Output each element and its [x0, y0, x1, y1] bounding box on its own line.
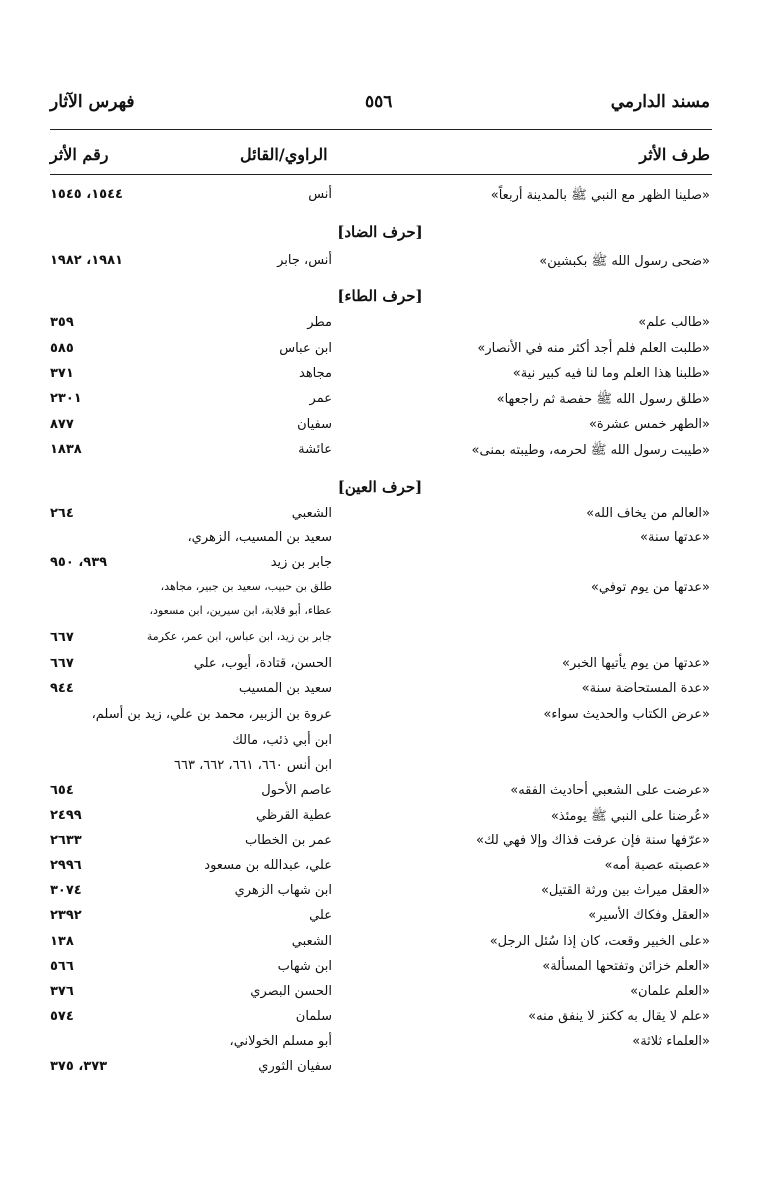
athar-text: «طلبنا هذا العلم وما لنا فيه كبير نية» — [512, 366, 710, 381]
narrator: علي، عبدالله بن مسعود — [204, 858, 332, 873]
section-heading: [حرف العين] — [337, 478, 423, 496]
athar-text: «العقل وفكاك الأسير» — [588, 908, 710, 923]
column-header-number: رقم الأثر — [50, 145, 109, 164]
narrator: الشعبي — [291, 934, 332, 949]
athar-text: «علم لا يقال به ككنز لا ينفق منه» — [528, 1009, 710, 1024]
athar-number: ٩٤٤ — [50, 681, 74, 696]
athar-text: «العلم علمان» — [630, 984, 710, 999]
athar-text: «العلماء ثلاثة» — [632, 1034, 710, 1049]
narrator: عمر بن الخطاب — [244, 833, 332, 848]
athar-text: «طيبت رسول الله ﷺ لحرمه، وطيبته بمنى» — [471, 443, 710, 458]
narrator: سفيان — [297, 417, 332, 432]
narrator: عطية القرظي — [256, 808, 332, 823]
athar-number: ٩٣٩، ٩٥٠ — [50, 555, 108, 570]
athar-text: «العقل ميراث بين ورثة القتيل» — [540, 883, 710, 898]
narrator: مجاهد — [299, 366, 332, 381]
athar-text: «عصبته عصبة أمه» — [604, 858, 710, 873]
athar-number: ٦٦٧ — [50, 630, 74, 645]
athar-number: ٣٠٧٤ — [50, 883, 82, 898]
athar-text: «الطهر خمس عشرة» — [588, 417, 710, 432]
narrator: طلق بن حبيب، سعيد بن جبير، مجاهد، — [160, 580, 332, 593]
athar-number: ٢٩٩٦ — [50, 858, 82, 873]
athar-text: «ضحى رسول الله ﷺ بكبشين» — [539, 254, 710, 269]
narrator: سعيد بن المسيب — [238, 681, 332, 696]
narrator: الحسن البصري — [250, 984, 332, 999]
section-heading: [حرف الضاد] — [337, 223, 423, 241]
athar-number: ١٥٤٤، ١٥٤٥ — [50, 187, 123, 202]
book-title: مسند الدارمي — [610, 92, 710, 112]
athar-text: «عدتها من يوم يأتيها الخبر» — [562, 656, 710, 671]
narrator: مطر — [307, 315, 332, 330]
athar-number: ٣٧٣، ٣٧٥ — [50, 1059, 108, 1074]
athar-number: ٣٧١ — [50, 366, 74, 381]
athar-text: «العلم خزائن وتفتحها المسألة» — [542, 959, 710, 974]
athar-number: ٢٣٩٢ — [50, 908, 82, 923]
narrator: أنس، جابر — [277, 253, 332, 268]
narrator: ابن أبي ذئب، مالك — [232, 733, 332, 748]
athar-text: «عدتها من يوم توفي» — [590, 580, 710, 595]
narrator: أبو مسلم الخولاني، — [229, 1034, 332, 1049]
narrator: عائشة — [298, 442, 332, 457]
athar-number: ٥٦٦ — [50, 959, 74, 974]
athar-text: «طلق رسول الله ﷺ حفصة ثم راجعها» — [496, 392, 710, 407]
narrator: جابر بن زيد، ابن عباس، ابن عمر، عكرمة — [146, 630, 332, 643]
page-number: ٥٥٦ — [365, 92, 393, 112]
index-title: فهرس الآثار — [50, 92, 135, 112]
athar-number: ٢٦٣٣ — [50, 833, 82, 848]
top-rule — [50, 129, 712, 130]
athar-number: ٣٥٩ — [50, 315, 74, 330]
narrator: جابر بن زيد — [270, 555, 332, 570]
narrator: الشعبي — [291, 506, 332, 521]
narrator: ابن أنس ٦٦٠، ٦٦١، ٦٦٢، ٦٦٣ — [174, 758, 332, 773]
narrator: أنس — [308, 187, 332, 202]
athar-number: ٢٤٩٩ — [50, 808, 82, 823]
athar-number: ٢٦٤ — [50, 506, 74, 521]
narrator: سعيد بن المسيب، الزهري، — [187, 530, 332, 545]
narrator: ابن عباس — [279, 341, 332, 356]
athar-text: «صلينا الظهر مع النبي ﷺ بالمدينة أربعاً» — [490, 188, 710, 203]
athar-number: ٨٧٧ — [50, 417, 74, 432]
athar-text: «عرض الكتاب والحديث سواء» — [543, 707, 710, 722]
athar-text: «على الخبير وقعت، كان إذا سُئل الرجل» — [489, 934, 710, 949]
athar-number: ٥٧٤ — [50, 1009, 74, 1024]
narrator: سفيان الثوري — [258, 1059, 332, 1074]
athar-number: ١٩٨١، ١٩٨٢ — [50, 253, 123, 268]
narrator: عمر — [309, 391, 332, 406]
section-heading: [حرف الطاء] — [337, 287, 423, 305]
athar-number: ٣٧٦ — [50, 984, 74, 999]
athar-text: «عدتها سنة» — [640, 530, 710, 545]
narrator: عاصم الأحول — [261, 783, 332, 798]
athar-text: «عرضت على الشعبي أحاديث الفقه» — [510, 783, 710, 798]
athar-text: «طالب علم» — [638, 315, 710, 330]
narrator: عروة بن الزبير، محمد بن علي، زيد بن أسلم، — [91, 707, 332, 722]
narrator: عطاء، أبو قلابة، ابن سيرين، ابن مسعود، — [149, 604, 332, 617]
athar-number: ١٨٣٨ — [50, 442, 82, 457]
athar-number: ١٣٨ — [50, 934, 74, 949]
column-header-narrator: الراوي/القائل — [240, 145, 328, 164]
header-rule — [50, 174, 712, 175]
athar-text: «عرّفها سنة فإن عرفت فذاك وإلا فهي لك» — [476, 833, 710, 848]
column-header-text: طرف الأثر — [639, 145, 710, 164]
athar-text: «عُرضنا على النبي ﷺ يومئذ» — [550, 809, 710, 824]
narrator: علي — [309, 908, 332, 923]
athar-number: ٥٨٥ — [50, 341, 74, 356]
narrator: سلمان — [295, 1009, 332, 1024]
narrator: ابن شهاب الزهري — [234, 883, 332, 898]
athar-text: «عدة المستحاضة سنة» — [581, 681, 710, 696]
athar-text: «العالم من يخاف الله» — [586, 506, 710, 521]
athar-text: «طلبت العلم فلم أجد أكثر منه في الأنصار» — [477, 341, 710, 356]
athar-number: ٦٥٤ — [50, 783, 74, 798]
athar-number: ٦٦٧ — [50, 656, 74, 671]
narrator: ابن شهاب — [277, 959, 332, 974]
narrator: الحسن، قتادة، أيوب، علي — [193, 656, 332, 671]
athar-number: ٢٣٠١ — [50, 391, 82, 406]
